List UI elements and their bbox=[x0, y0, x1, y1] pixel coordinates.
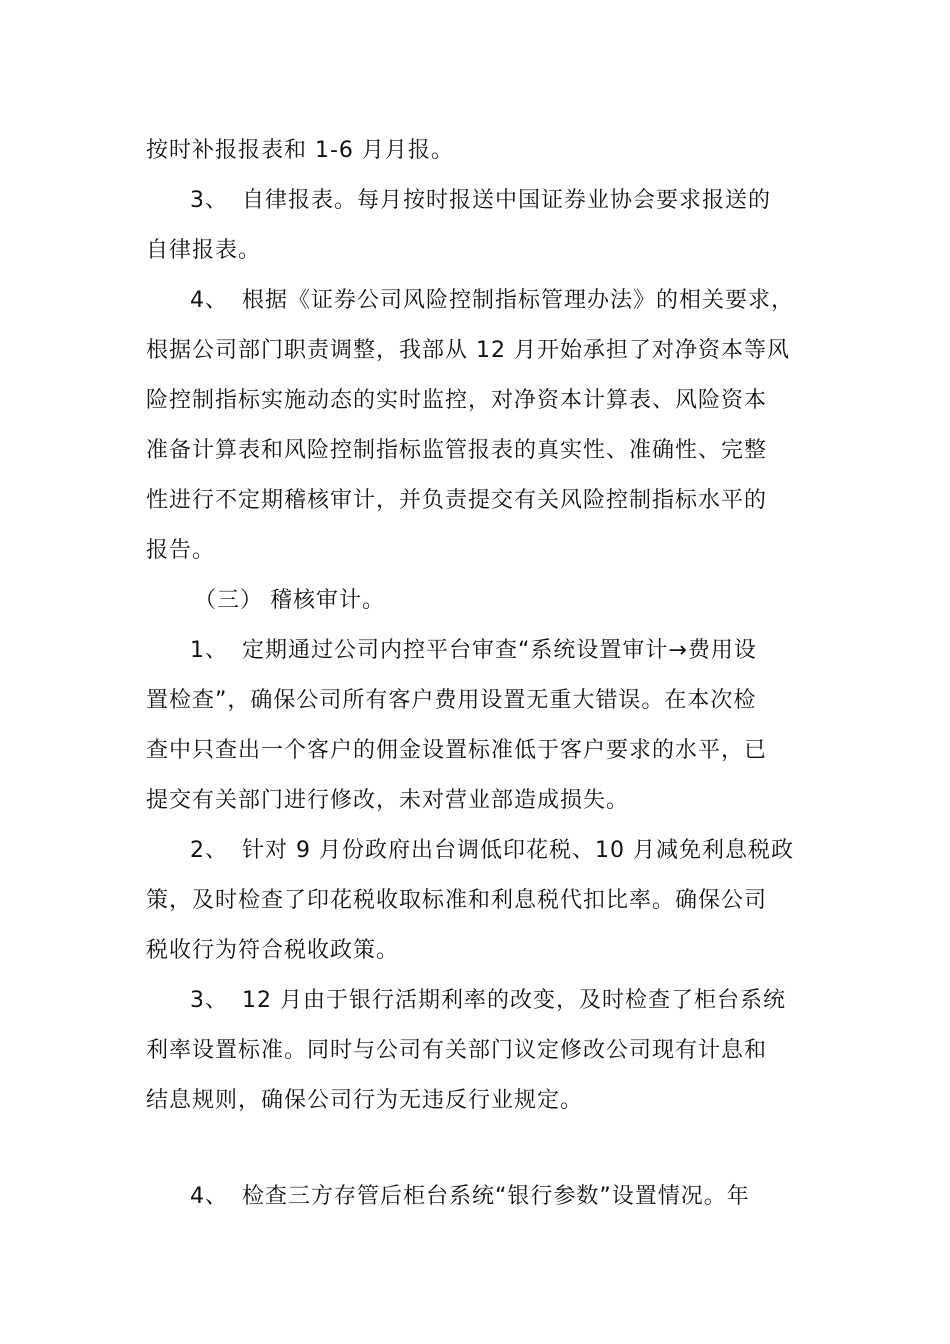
list-marker: 3、 bbox=[190, 988, 228, 1013]
list-marker: 4、 bbox=[190, 288, 228, 313]
text-line: 定期通过公司内控平台审查“系统设置审计→费用设 bbox=[242, 638, 757, 663]
text-line: 策，及时检查了印花税收取标准和利息税代扣比率。确保公司 bbox=[146, 888, 768, 913]
text-line: 税收行为符合税收政策。 bbox=[146, 938, 400, 963]
text-line: 险控制指标实施动态的实时监控，对净资本计算表、风险资本 bbox=[146, 388, 768, 413]
section-heading bbox=[194, 586, 385, 616]
list-marker: 1、 bbox=[190, 638, 228, 663]
text-line: 根据公司部门职责调整，我部从 12 月开始承担了对净资本等风 bbox=[146, 338, 790, 363]
list-marker: 4、 bbox=[190, 1184, 228, 1209]
text-line: 结息规则，确保公司行为无违反行业规定。 bbox=[146, 1088, 584, 1113]
list-item-3 bbox=[190, 186, 771, 216]
list-marker: 2、 bbox=[190, 838, 228, 863]
text-line: 查中只查出一个客户的佣金设置标准低于客户要求的水平，已 bbox=[146, 738, 768, 763]
text-line: 准备计算表和风险控制指标监管报表的真实性、准确性、完整 bbox=[146, 438, 768, 463]
text-line: 置检查”，确保公司所有客户费用设置无重大错误。在本次检 bbox=[146, 688, 757, 713]
text-line: 性进行不定期稽核审计，并负责提交有关风险控制指标水平的 bbox=[146, 488, 768, 513]
audit-item-2 bbox=[190, 836, 794, 866]
section-title: 稽核审计。 bbox=[270, 588, 386, 613]
audit-item-3 bbox=[190, 986, 786, 1016]
audit-item-4 bbox=[190, 1182, 750, 1212]
text-line: 按时补报报表和 1-6 月月报。 bbox=[146, 138, 454, 163]
text-line: 自律报表。 bbox=[146, 238, 262, 263]
section-marker: （三） bbox=[194, 588, 264, 613]
text-line: 针对 9 月份政府出台调低印花税、10 月减免利息税政 bbox=[242, 838, 794, 863]
text-line: 提交有关部门进行修改，未对营业部造成损失。 bbox=[146, 788, 630, 813]
list-item-4 bbox=[190, 286, 794, 316]
audit-item-1 bbox=[190, 636, 757, 666]
text-line: 根据《证券公司风险控制指标管理办法》的相关要求， bbox=[242, 288, 795, 313]
text-line: 12 月由于银行活期利率的改变，及时检查了柜台系统 bbox=[242, 988, 786, 1013]
text-line: 检查三方存管后柜台系统“银行参数”设置情况。年 bbox=[242, 1184, 750, 1209]
list-marker: 3、 bbox=[190, 188, 228, 213]
text-line: 利率设置标准。同时与公司有关部门议定修改公司现有计息和 bbox=[146, 1038, 768, 1063]
text-line: 自律报表。每月按时报送中国证券业协会要求报送的 bbox=[242, 188, 772, 213]
text-line: 报告。 bbox=[146, 538, 216, 563]
